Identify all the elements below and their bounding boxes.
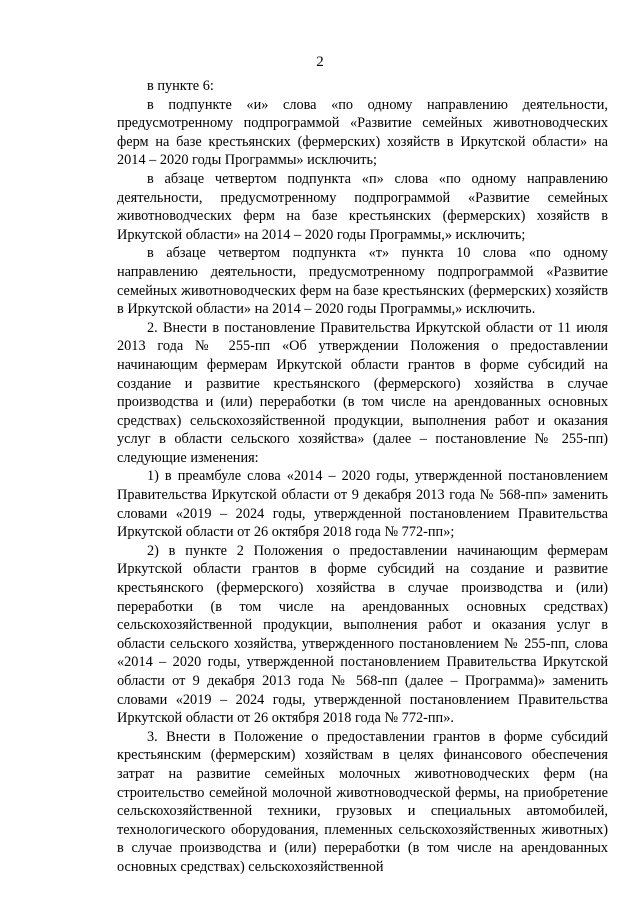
paragraph-subitem-p: в абзаце четвертом подпункта «п» слова «по одному направлению деятельности, предусмотренному подпрограммой «Развитие семейных животноводческих ферм на базе крестьянских (фермерских) хозяйств в Иркутской области» на 2014 – 2020 годы Программы,» исключить;	[117, 170, 608, 243]
page-number: 2	[316, 54, 324, 70]
paragraph-item-6-intro: в пункте 6:	[147, 78, 214, 94]
paragraph-point-2: 2. Внести в постановление Правительства Иркутской области от 11 июля 2013 года № 255-пп «Об утверждении Положения о предоставлении начинающим фермерам Иркутской области грантов в форме субсидий на создание и развитие крестьянского (фермерского) хозяйства в случае производства и (или) переработки (в том числе на арендованных основных средствах) сельскохозяйственной продукции, выполнения работ и оказания услуг в области сельского хозяйства» (далее – постановление № 255-пп) следующие изменения:	[117, 319, 608, 466]
paragraph-point-2-sub-2: 2) в пункте 2 Положения о предоставлении начинающим фермерам Иркутской области грантов в форме субсидий на создание и развитие крестьянского (фермерского) хозяйства в случае производства и (или) переработки (в том числе на арендованных основных средствах) сельскохозяйственной продукции, выполнения работ и оказания услуг в области сельского хозяйства, утвержденного постановлением № 255-пп, слова «2014 – 2020 годы, утвержденной постановлением Правительства Иркутской области от 9 декабря 2013 года № 568-пп (далее – Программа)» заменить словами «2019 – 2024 годы, утвержденной постановлением Правительства Иркутской области от 26 октября 2018 года № 772-пп».	[117, 542, 608, 727]
paragraph-point-3: 3. Внести в Положение о предоставлении грантов в форме субсидий крестьянским (фермерским) хозяйствам в целях финансового обеспечения затрат на развитие семейных молочных животноводческих ферм (на строительство семейной молочной животноводческой фермы, на приобретение сельскохозяйственной техники, грузовых и специальных автомобилей, технологического оборудования, племенных сельскохозяйственных животных) в случае производства и (или) переработки (в том числе на арендованных основных средствах) сельскохозяйственной	[117, 728, 608, 875]
document-body	[117, 77, 608, 877]
paragraph-subitem-i: в подпункте «и» слова «по одному направлению деятельности, предусмотренному подпрограммой «Развитие семейных животноводческих ферм на базе крестьянских (фермерских) хозяйств в Иркутской области» на 2014 – 2020 годы Программы» исключить;	[117, 96, 608, 169]
paragraph-point-2-sub-1: 1) в преамбуле слова «2014 – 2020 годы, утвержденной постановлением Правительства Иркутской области от 9 декабря 2013 года № 568-пп» заменить словами «2019 – 2024 годы, утвержденной постановлением Правительства Иркутской области от 26 октября 2018 года № 772-пп»;	[117, 468, 608, 541]
paragraph-subitem-t: в абзаце четвертом подпункта «т» пункта 10 слова «по одному направлению деятельности, предусмотренному подпрограммой «Развитие семейных животноводческих ферм на базе крестьянских (фермерских) хозяйств в Иркутской области» на 2014 – 2020 годы Программы,» исключить.	[117, 245, 608, 318]
